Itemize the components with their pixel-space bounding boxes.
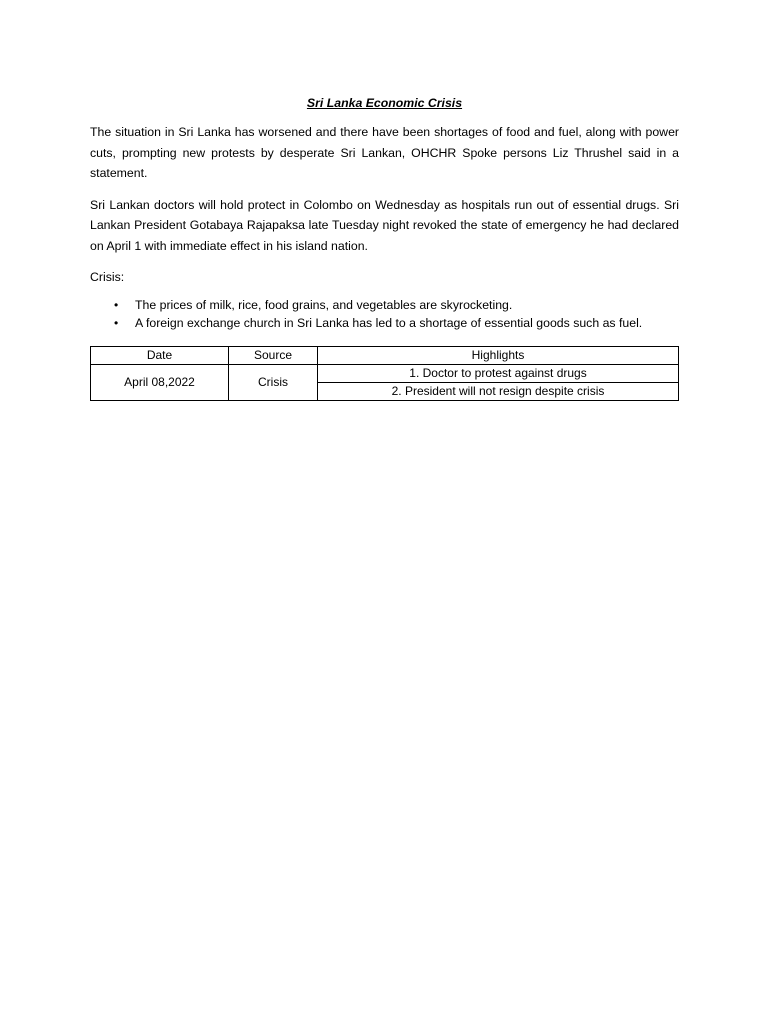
paragraph-situation: The situation in Sri Lanka has worsened and there have been shortages of food and fuel, along with power cuts, prompting new protests by desperate Sri Lankan, OHCHR Spoke persons Liz Thrushel said in a statement. [90,125,679,180]
crisis-bullet-list [90,296,679,332]
header-highlights: Highlights [318,346,679,364]
cell-date: April 08,2022 [91,364,229,400]
bullet-text: A foreign exchange church in Sri Lanka has led to a shortage of essential goods such as fuel. [135,315,643,330]
bullet-text: The prices of milk, rice, food grains, and vegetables are skyrocketing. [135,297,513,312]
document-title: Sri Lanka Economic Crisis [306,96,463,110]
cell-highlight: 2. President will not resign despite crisis [318,382,679,400]
highlights-table [90,346,679,401]
crisis-label: Crisis: [90,270,125,284]
paragraph-doctors: Sri Lankan doctors will hold protect in Colombo on Wednesday as hospitals run out of essential drugs. Sri Lankan President Gotabaya Rajapaksa late Tuesday night revoked the state of emergency he had declared on April 1 with immediate effect in his island nation. [90,197,679,253]
cell-highlight: 1. Doctor to protest against drugs [318,364,679,382]
table-header-row [91,346,679,364]
bullet-item [90,296,679,314]
bullet-item [90,314,679,332]
bullet-icon: • [114,297,119,312]
bullet-icon: • [114,315,119,330]
header-source: Source [229,346,318,364]
document-page [90,94,679,401]
cell-source: Crisis [229,364,318,400]
table-row [91,364,679,382]
header-date: Date [91,346,229,364]
